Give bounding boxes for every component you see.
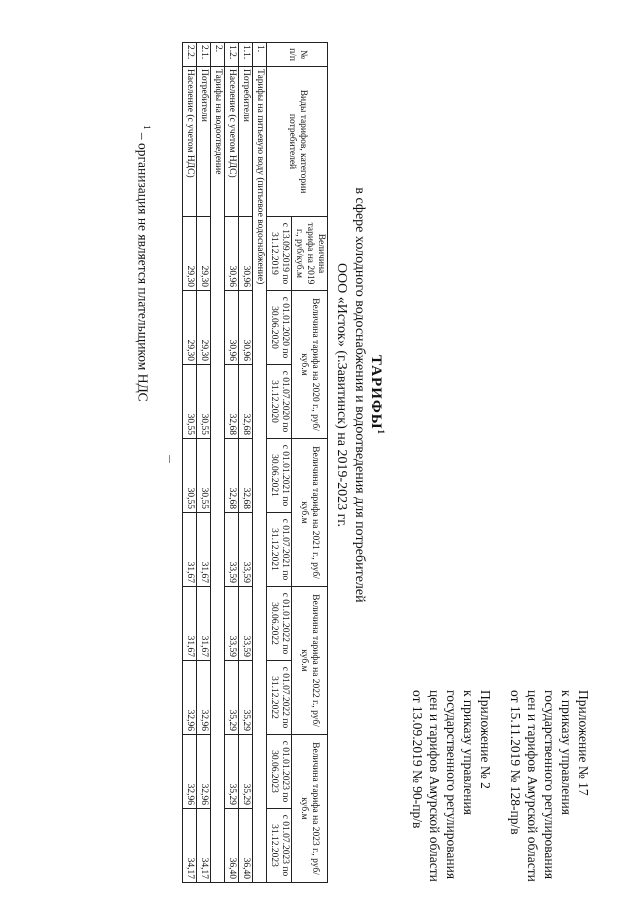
table-row	[253, 43, 267, 883]
tariff-value: 30,96	[239, 217, 253, 291]
header-num: № п/п	[267, 43, 328, 67]
row-name: Тарифы на водоотведение	[211, 67, 225, 883]
tariff-value: 29,30	[183, 217, 197, 291]
period-header: с 01.01.2023 по 30.06.2023	[267, 735, 292, 809]
tariff-value: 30,96	[225, 291, 239, 365]
period-header: с 01.07.2023 по 31.12.2023	[267, 809, 292, 883]
tariff-value: 36,40	[225, 809, 239, 883]
period-header: с 01.01.2021 по 30.06.2021	[267, 439, 292, 513]
appendix-2-line: от 13.09.2019 № 90-пр/в	[410, 690, 425, 829]
appendix-17-line: к приказу управления	[559, 690, 574, 815]
scan-mark	[169, 455, 170, 463]
tariff-value: 34,17	[183, 809, 197, 883]
row-name: Тарифы на питьевую воду (питьевое водоснабжение)	[253, 67, 267, 883]
tariff-value: 30,96	[225, 217, 239, 291]
tariff-value: 30,55	[183, 439, 197, 513]
header-2021: Величина тарифа на 2021 г., руб/куб.м	[292, 439, 328, 587]
tariff-value: 34,17	[197, 809, 211, 883]
row-num: 1.2.	[225, 43, 239, 67]
period-header: с 01.07.2022 по 31.12.2022	[267, 661, 292, 735]
appendix-2-line: к приказу управления	[461, 690, 476, 815]
appendix-2-line: цен и тарифов Амурской области	[427, 690, 442, 882]
footnote-mark: 1	[142, 125, 152, 130]
period-header: с 01.01.2020 по 30.06.2020	[267, 291, 292, 365]
row-num: 2.2.	[183, 43, 197, 67]
tariff-value: 30,55	[183, 365, 197, 439]
tariff-value: 33,59	[239, 513, 253, 587]
tariff-value: 29,30	[183, 291, 197, 365]
row-num: 2.	[211, 43, 225, 67]
period-header: с 01.07.2021 по 31.12.2021	[267, 513, 292, 587]
title-text: ТАРИФЫ	[368, 354, 384, 430]
header-2023: Величина тарифа на 2023 г., руб/куб.м	[292, 735, 328, 883]
tariff-value: 33,59	[225, 513, 239, 587]
tariff-value: 32,68	[239, 439, 253, 513]
tariff-value: 33,59	[239, 587, 253, 661]
tariff-value: 31,67	[183, 513, 197, 587]
appendix-17-block	[507, 690, 592, 882]
tariff-value: 32,96	[183, 735, 197, 809]
tariff-table	[182, 42, 328, 883]
table-row	[211, 43, 225, 883]
appendix-17-line: государственного регулирования	[542, 690, 557, 880]
title-footnote-mark: 1	[376, 429, 386, 436]
appendix-17-line: цен и тарифов Амурской области	[525, 690, 540, 882]
tariff-value: 31,67	[197, 513, 211, 587]
table-row	[183, 43, 197, 883]
row-name: Потребители	[197, 67, 211, 217]
tariff-value: 29,30	[197, 291, 211, 365]
tariff-value: 29,30	[197, 217, 211, 291]
appendix-17-line: от 15.11.2019 № 128-пр/в	[508, 690, 523, 835]
document-subtitle-1: в сфере холодного водоснабжения и водоотведения для потребителей	[352, 187, 367, 603]
tariff-value: 33,59	[225, 587, 239, 661]
tariff-value: 35,29	[239, 661, 253, 735]
row-name: Население (с учетом НДС)	[183, 67, 197, 217]
tariff-value: 32,68	[239, 365, 253, 439]
tariff-value: 31,67	[183, 587, 197, 661]
appendix-2-block	[409, 690, 494, 882]
table-row	[197, 43, 211, 883]
tariff-value: 35,29	[225, 735, 239, 809]
footnote-text: – организация не является плательщиком НДС	[135, 129, 151, 402]
tariff-value: 32,68	[225, 365, 239, 439]
row-name: Потребители	[239, 67, 253, 217]
tariff-value: 36,40	[239, 809, 253, 883]
tariff-value: 30,55	[197, 365, 211, 439]
footnote	[135, 125, 153, 402]
header-2020: Величина тарифа на 2020 г., руб/куб.м	[292, 291, 328, 439]
tariff-value: 32,96	[197, 735, 211, 809]
period-header: с 13.09.2019 по 31.12.2019	[267, 217, 292, 291]
table-row	[239, 43, 253, 883]
header-2022: Величина тарифа на 2022 г., руб/куб.м	[292, 587, 328, 735]
appendix-2-line: Приложение № 2	[478, 690, 493, 789]
tariff-value: 30,55	[197, 439, 211, 513]
document-title	[367, 0, 386, 790]
header-2019: Величина тарифа на 2019 г., руб/куб.м	[292, 217, 328, 291]
document-subtitle-2: ООО «Исток» (г.Завитинск) на 2019-2023 гг.	[334, 262, 349, 528]
tariff-value: 32,68	[225, 439, 239, 513]
period-header: с 01.01.2022 по 30.06.2022	[267, 587, 292, 661]
row-num: 1.1.	[239, 43, 253, 67]
tariff-value: 30,96	[239, 291, 253, 365]
appendix-17-line: Приложение № 17	[576, 690, 591, 796]
tariff-value: 35,29	[239, 735, 253, 809]
tariff-value: 32,96	[197, 661, 211, 735]
row-num: 2.1.	[197, 43, 211, 67]
tariff-value: 35,29	[225, 661, 239, 735]
header-kind: Виды тарифов, категории потребителей	[267, 67, 328, 217]
row-name: Население (с учетом НДС)	[225, 67, 239, 217]
tariff-value: 32,96	[183, 661, 197, 735]
row-num: 1.	[253, 43, 267, 67]
table-row	[225, 43, 239, 883]
tariff-value: 31,67	[197, 587, 211, 661]
appendix-2-line: государственного регулирования	[444, 690, 459, 880]
period-header: с 01.07.2020 по 31.12.2020	[267, 365, 292, 439]
